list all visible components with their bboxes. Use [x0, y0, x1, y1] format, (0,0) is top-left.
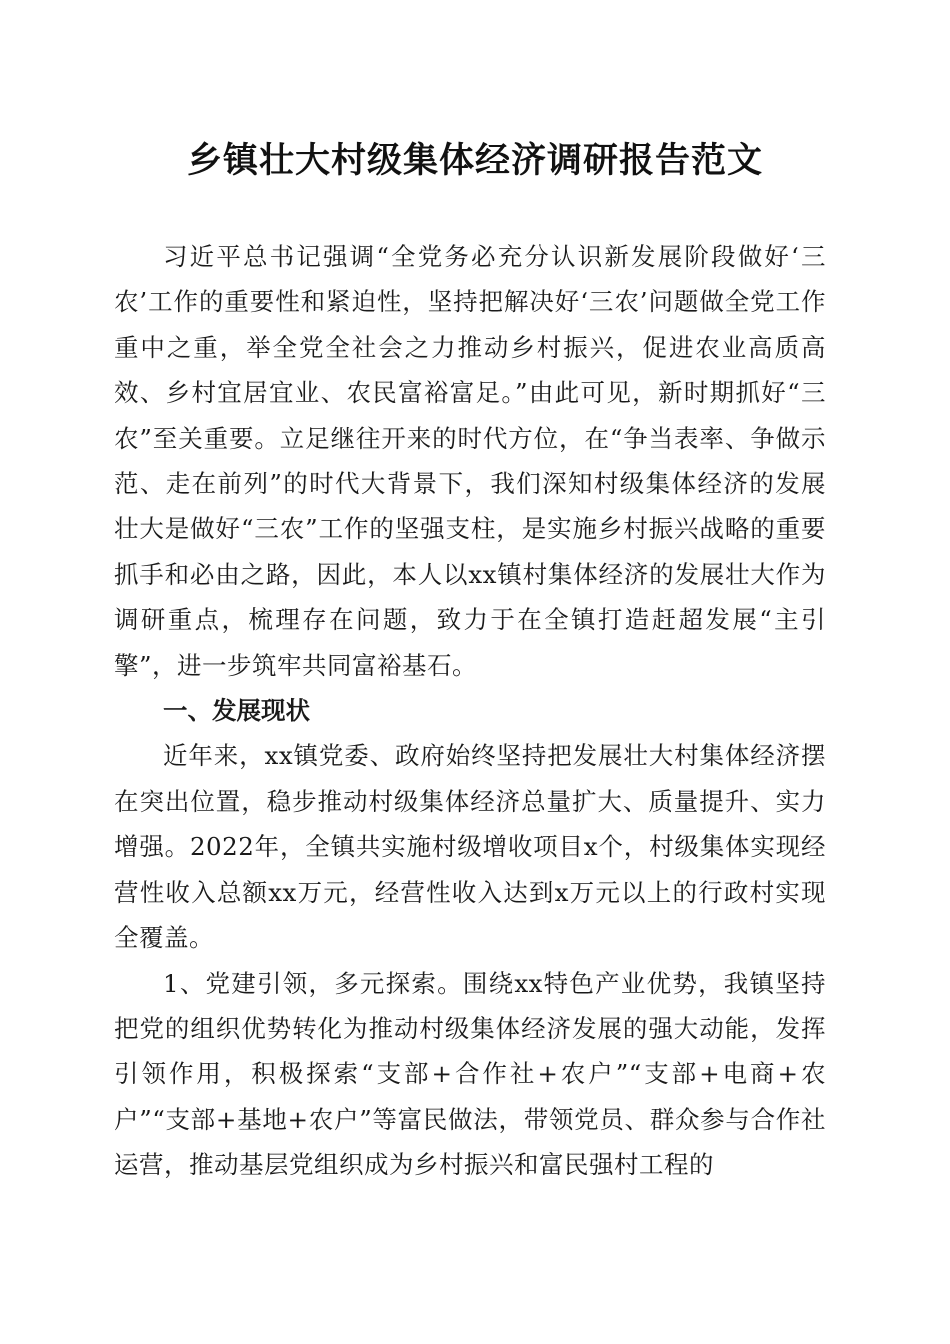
section1-paragraph: 近年来，xx镇党委、政府始终坚持把发展壮大村集体经济摆在突出位置，稳步推动村级集体经济总量扩大、质量提升、实力增强。2022年，全镇共实施村级增收项目x个，村级集体实现经营性收入总额xx万元，经营性收入达到x万元以上的行政村实现全覆盖。: [114, 741, 826, 953]
section-heading-development-status: 一、发展现状: [163, 696, 310, 726]
point1-paragraph: 1、党建引领，多元探索。围绕xx特色产业优势，我镇坚持把党的组织优势转化为推动村级集体经济发展的强大动能，发挥引领作用，积极探索“支部+合作社+农户”“支部+电商+农户”“支部+基地+农户”等富民做法，带领党员、群众参与合作社运营，推动基层党组织成为乡村振兴和富民强村工程的: [114, 968, 826, 1180]
document-title: 乡镇壮大村级集体经济调研报告范文: [186, 140, 763, 181]
document-body: [114, 234, 826, 1188]
intro-paragraph: 习近平总书记强调“全党务必充分认识新发展阶段做好‘三农’工作的重要性和紧迫性，坚持把解决好‘三农’问题做全党工作重中之重，举全党全社会之力推动乡村振兴，促进农业高质高效、乡村宜居宜业、农民富裕富足。”由此可见，新时期抓好“三农”至关重要。立足继往开来的时代方位，在“争当表率、争做示范、走在前列”的时代大背景下，我们深知村级集体经济的发展壮大是做好“三农”工作的坚强支柱，是实施乡村振兴战略的重要抓手和必由之路，因此，本人以xx镇村集体经济的发展壮大作为调研重点，梳理存在问题，致力于在全镇打造赶超发展“主引擎”，进一步筑牢共同富裕基石。: [114, 242, 826, 680]
